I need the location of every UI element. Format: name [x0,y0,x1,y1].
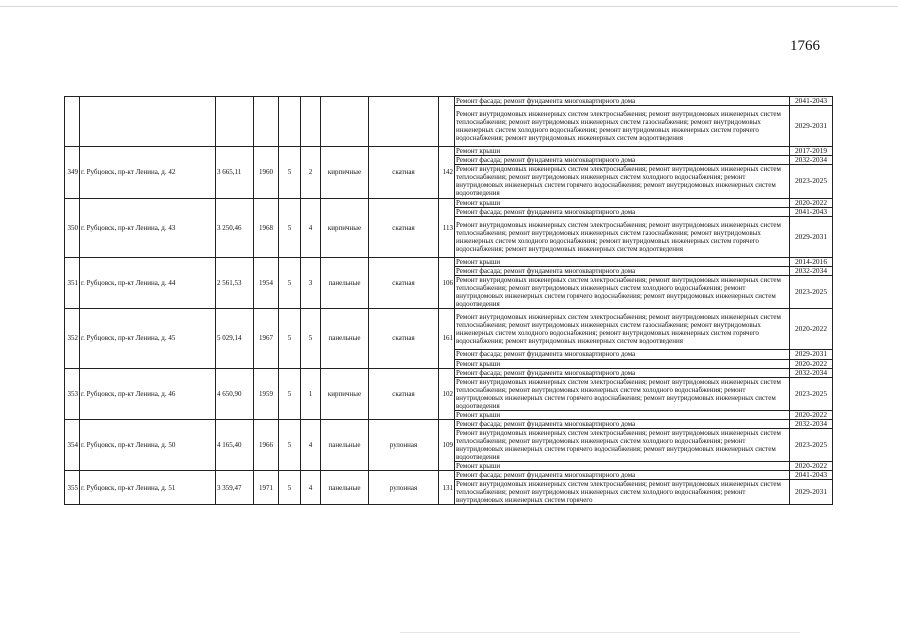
work-description: Ремонт крыши [455,198,790,207]
work-years: 2020-2022 [790,309,833,350]
work-years: 2041-2043 [790,97,833,106]
work-description: Ремонт фасада; ремонт фундамента многоквартирного дома [455,419,790,428]
table-row [65,419,833,428]
work-description: Ремонт фасада; ремонт фундамента многоквартирного дома [455,97,790,106]
floors-cell: 5 [279,471,301,505]
entrances-cell: 4 [301,471,321,505]
work-description: Ремонт крыши [455,147,790,156]
empty-cell [80,97,216,147]
row-number: 354 [65,419,80,470]
roof-type-cell: рулонная [369,471,439,505]
work-description: Ремонт внутридомовых инженерных систем электроснабжения; ремонт внутридомовых инженерных систем теплоснабжения; ремонт внутридомовых инженерных систем холодного водоснабжения; ремонт внутридомовых инженерных систем горячего водоснабжения; ремонт внутридомовых инженерных систем водоотведения [455,428,790,461]
empty-cell [254,97,279,147]
year-built-cell: 1971 [254,471,279,505]
floors-cell: 5 [279,147,301,198]
work-years: 2017-2019 [790,147,833,156]
year-built-cell: 1959 [254,368,279,419]
work-years: 2029-2031 [790,350,833,359]
roof-type-cell: рулонная [369,419,439,470]
table-body [65,97,833,505]
work-years: 2029-2031 [790,480,833,505]
work-description: Ремонт внутридомовых инженерных систем электроснабжения; ремонт внутридомовых инженерных систем теплоснабжения; ремонт внутридомовых инженерных систем газоснабжения; ремонт внутридомовых инженерных систем холодного водоснабжения; ремонт внутридомовых инженерных систем горячего водоснабжения; ремонт внутридомовых инженерных систем водоотведения [455,216,790,257]
work-years: 2032-2034 [790,419,833,428]
work-description: Ремонт фасада; ремонт фундамента многоквартирного дома [455,350,790,359]
area-cell: 3 359,47 [216,471,254,505]
capital-repair-table [64,96,832,505]
page-number: 1766 [790,38,820,54]
work-description: Ремонт фасада; ремонт фундамента многоквартирного дома [455,266,790,275]
count-cell: 142 [439,147,455,198]
roof-type-cell: скатная [369,198,439,257]
empty-cell [369,97,439,147]
table-row [65,309,833,350]
area-cell: 2 561,53 [216,257,254,308]
work-description: Ремонт фасада; ремонт фундамента многоквартирного дома [455,471,790,480]
work-description: Ремонт крыши [455,257,790,266]
entrances-cell: 2 [301,147,321,198]
empty-cell [301,97,321,147]
work-years: 2020-2022 [790,359,833,368]
work-years: 2014-2016 [790,257,833,266]
work-years: 2023-2025 [790,165,833,198]
entrances-cell: 5 [301,309,321,368]
count-cell: 106 [439,257,455,308]
empty-cell [279,97,301,147]
work-years: 2023-2025 [790,428,833,461]
address-cell: г. Рубцовск, пр-кт Ленина, д. 50 [80,419,216,470]
year-built-cell: 1954 [254,257,279,308]
wall-material-cell: панельные [321,257,369,308]
work-years: 2023-2025 [790,276,833,309]
work-years: 2029-2031 [790,106,833,147]
work-description: Ремонт внутридомовых инженерных систем электроснабжения; ремонт внутридомовых инженерных систем теплоснабжения; ремонт внутридомовых инженерных систем холодного водоснабжения; ремонт внутридомовых инженерных систем горячего водоснабжения; ремонт внутридомовых инженерных систем водоотведения [455,377,790,410]
wall-material-cell: панельные [321,471,369,505]
address-cell: г. Рубцовск, пр-кт Ленина, д. 51 [80,471,216,505]
row-number: 349 [65,147,80,198]
work-years: 2032-2034 [790,368,833,377]
roof-type-cell: скатная [369,368,439,419]
work-years: 2023-2025 [790,377,833,410]
table-row [65,97,833,106]
work-years: 2032-2034 [790,156,833,165]
wall-material-cell: панельные [321,419,369,470]
roof-type-cell: скатная [369,257,439,308]
scan-edge-top [0,6,898,7]
table-row [65,147,833,156]
address-cell: г. Рубцовск, пр-кт Ленина, д. 45 [80,309,216,368]
floors-cell: 5 [279,419,301,470]
roof-type-cell: скатная [369,309,439,368]
work-years: 2020-2022 [790,410,833,419]
empty-cell [216,97,254,147]
row-number: 352 [65,309,80,368]
wall-material-cell: кирпичные [321,198,369,257]
floors-cell: 5 [279,368,301,419]
work-description: Ремонт крыши [455,359,790,368]
floors-cell: 5 [279,309,301,368]
wall-material-cell: кирпичные [321,147,369,198]
entrances-cell: 4 [301,198,321,257]
row-number: 355 [65,471,80,505]
work-description: Ремонт внутридомовых инженерных систем электроснабжения; ремонт внутридомовых инженерных систем теплоснабжения; ремонт внутридомовых инженерных систем холодного водоснабжения; ремонт внутридомовых инженерных систем горячего [455,480,790,505]
floors-cell: 5 [279,257,301,308]
table-row [65,368,833,377]
work-years: 2032-2034 [790,266,833,275]
work-years: 2041-2043 [790,471,833,480]
work-years: 2041-2043 [790,207,833,216]
work-description: Ремонт внутридомовых инженерных систем электроснабжения; ремонт внутридомовых инженерных систем теплоснабжения; ремонт внутридомовых инженерных систем газоснабжения; ремонт внутридомовых инженерных систем холодного водоснабжения; ремонт внутридомовых инженерных систем горячего водоснабжения; ремонт внутридомовых инженерных систем водоотведения [455,309,790,350]
entrances-cell: 1 [301,368,321,419]
year-built-cell: 1966 [254,419,279,470]
area-cell: 3 250,46 [216,198,254,257]
work-description: Ремонт крыши [455,410,790,419]
empty-cell [439,97,455,147]
wall-material-cell: панельные [321,309,369,368]
work-description: Ремонт внутридомовых инженерных систем электроснабжения; ремонт внутридомовых инженерных систем теплоснабжения; ремонт внутридомовых инженерных систем газоснабжения; ремонт внутридомовых инженерных систем холодного водоснабжения; ремонт внутридомовых инженерных систем горячего водоснабжения; ремонт внутридомовых инженерных систем водоотведения [455,106,790,147]
work-years: 2020-2022 [790,198,833,207]
year-built-cell: 1960 [254,147,279,198]
table-row [65,257,833,266]
area-cell: 4 650,90 [216,368,254,419]
table-row [65,198,833,207]
year-built-cell: 1968 [254,198,279,257]
area-cell: 3 665,11 [216,147,254,198]
work-description: Ремонт фасада; ремонт фундамента многоквартирного дома [455,156,790,165]
entrances-cell: 3 [301,257,321,308]
count-cell: 102 [439,368,455,419]
count-cell: 113 [439,198,455,257]
empty-cell [65,97,80,147]
address-cell: г. Рубцовск, пр-кт Ленина, д. 46 [80,368,216,419]
work-description: Ремонт внутридомовых инженерных систем электроснабжения; ремонт внутридомовых инженерных систем теплоснабжения; ремонт внутридомовых инженерных систем холодного водоснабжения; ремонт внутридомовых инженерных систем горячего водоснабжения; ремонт внутридомовых инженерных систем водоотведения [455,276,790,309]
empty-cell [321,97,369,147]
scan-edge-bottom [400,632,800,633]
floors-cell: 5 [279,198,301,257]
year-built-cell: 1967 [254,309,279,368]
address-cell: г. Рубцовск, пр-кт Ленина, д. 44 [80,257,216,308]
entrances-cell: 4 [301,419,321,470]
count-cell: 109 [439,419,455,470]
count-cell: 161 [439,309,455,368]
wall-material-cell: кирпичные [321,368,369,419]
row-number: 350 [65,198,80,257]
roof-type-cell: скатная [369,147,439,198]
row-number: 351 [65,257,80,308]
work-description: Ремонт фасада; ремонт фундамента многоквартирного дома [455,207,790,216]
work-years: 2020-2022 [790,462,833,471]
address-cell: г. Рубцовск, пр-кт Ленина, д. 43 [80,198,216,257]
address-cell: г. Рубцовск, пр-кт Ленина, д. 42 [80,147,216,198]
work-years: 2029-2031 [790,216,833,257]
table-row [65,471,833,480]
work-description: Ремонт внутридомовых инженерных систем электроснабжения; ремонт внутридомовых инженерных систем теплоснабжения; ремонт внутридомовых инженерных систем холодного водоснабжения; ремонт внутридомовых инженерных систем горячего водоснабжения; ремонт внутридомовых инженерных систем водоотведения [455,165,790,198]
row-number: 353 [65,368,80,419]
work-description: Ремонт фасада; ремонт фундамента многоквартирного дома [455,368,790,377]
area-cell: 4 165,40 [216,419,254,470]
area-cell: 5 029,14 [216,309,254,368]
work-description: Ремонт крыши [455,462,790,471]
count-cell: 131 [439,471,455,505]
